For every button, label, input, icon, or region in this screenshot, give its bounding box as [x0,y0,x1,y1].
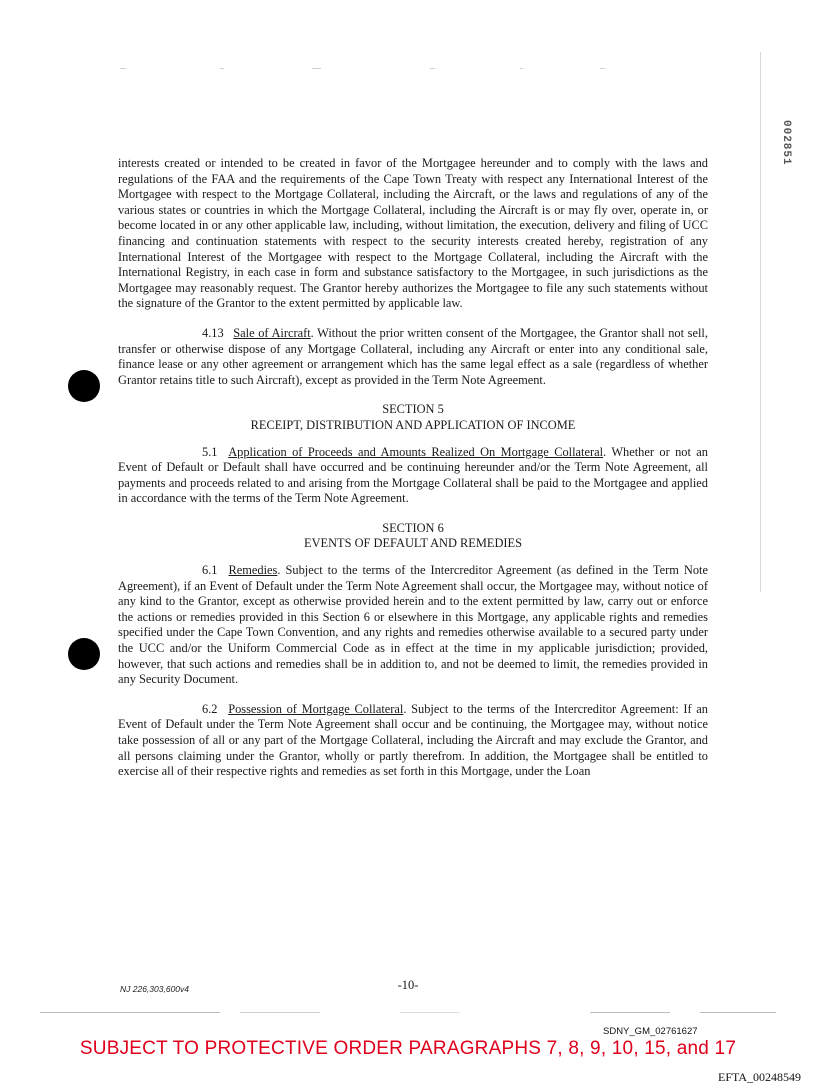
section-title: Remedies [228,563,278,578]
bates-number: SDNY_GM_02761627 [603,1026,698,1037]
scan-edge-line [760,52,761,592]
section-label: SECTION 6 [382,520,444,535]
section-title: Sale of Aircraft [233,325,311,340]
section-label: SECTION 5 [382,402,444,417]
section-6-2 [118,702,708,780]
section-number: 4.13 [202,325,224,340]
section-text: . Subject to the terms of the Intercreditor Agreement (as defined in the Term Note Agreement), if an Event of Default under the Term Note Agreement shall occur, the Mortgagee may, without notice of any kind to the Grantor, except as otherwise provided herein and to the extent permitted by law, carry out or enforce the actions or remedies provided in this Section 6 or elsewhere in this Mortgage, any applicable rights and remedies specified under the Cape Town Convention, and any rights and remedies otherwise available to a secured party under the UCC and/or the Uniform Commercial Code as in effect at the time in my applicable jurisdiction; provided, however, that such actions and remedies shall be in addition to, and not be deemed to limit, the remedies provided in any Security Document. [118,563,708,687]
section-title: Possession of Mortgage Collateral [228,701,404,716]
section-number: 6.1 [202,563,218,578]
page-number: -10- [397,978,419,992]
footer-rule [400,1012,460,1013]
section-number: 5.1 [202,444,218,459]
scan-artifacts [100,62,660,76]
section-number: 6.2 [202,701,218,716]
section-text: . Whether or not an Event of Default or Default shall have occurred and be continuing hereunder and/or the Term Note Agreement, all payments and proceeds related to and arising from the Mortgage Collateral shall be paid to the Mortgagee and applied in accordance with the terms of the Term Note Agreement. [118,444,709,506]
section-5-1 [118,445,708,507]
section-text: . Subject to the terms of the Intercreditor Agreement: If an Event of Default under the Term Note Agreement shall occur and be continuing, the Mortgagee may, without notice take possession of all or any part of the Mortgage Collateral, including the Aircraft and may exclude the Grantor, and all persons claiming under the Grantor, wholly or partly therefrom. In addition, the Mortgagee shall be entitled to exercise all of their respective rights and remedies as set forth in this Mortgage, under the Loan [118,701,708,779]
section-6-1 [118,563,708,688]
footer-rule [40,1012,220,1013]
section-4-13 [118,326,708,388]
efta-number: EFTA_00248549 [718,1070,802,1084]
punch-hole [68,638,100,670]
footer-rule [240,1012,320,1013]
body-text [118,156,708,794]
document-id: NJ 226,303,600v4 [120,984,189,994]
footer-rule [700,1012,776,1013]
section-title: Application of Proceeds and Amounts Realized On Mortgage Collateral [228,444,604,459]
punch-hole [68,370,100,402]
section-text: . Without the prior written consent of the Mortgagee, the Grantor shall not sell, transfer or otherwise dispose of any Mortgage Collateral, including any Aircraft or enter into any conditional sale, finance lease or any other agreement or arrangement which has the same legal effect as a sale (regardless of whether Grantor retains title to such Aircraft), except as provided in the Term Note Agreement. [118,325,708,387]
side-stamp: 002851 [780,120,792,166]
protective-order-notice: SUBJECT TO PROTECTIVE ORDER PARAGRAPHS 7, 8, 9, 10, 15, and 17 [79,1038,737,1059]
section-heading: EVENTS OF DEFAULT AND REMEDIES [304,536,522,551]
section-6-heading [118,521,708,552]
paragraph-continued: interests created or intended to be created in favor of the Mortgagee hereunder and to comply with the laws and regulations of the FAA and the requirements of the Cape Town Treaty with respect any International Interest of the Mortgagee with respect to the Mortgage Collateral, including the Aircraft, or the laws and regulations of any of the various states or countries in which the Mortgage Collateral, including the Aircraft is or may fly over, operate in, or become located in or any other applicable law, including, without limitation, the execution, delivery and filing of UCC financing and continuation statements with respect to the security interests created hereby, registration of any International Interest of the Mortgagee with respect to the Mortgage Collateral, including the Aircraft with the International Registry, in each case in form and substance satisfactory to the Mortgagee, in such jurisdictions as the Mortgagee may reasonably request. The Grantor hereby authorizes the Mortgagee to file any such statements without the signature of the Grantor to the extent permitted by applicable law. [118,156,708,311]
footer-rule [590,1012,670,1013]
section-heading: RECEIPT, DISTRIBUTION AND APPLICATION OF INCOME [250,417,576,432]
section-5-heading [118,402,708,433]
